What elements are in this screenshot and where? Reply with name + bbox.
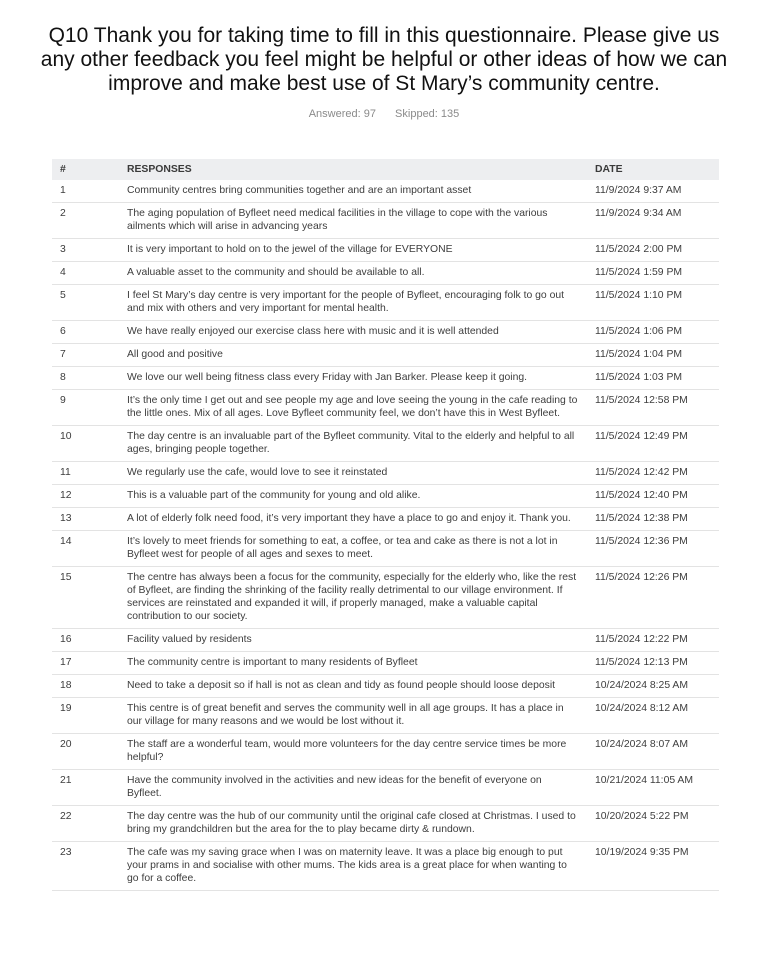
response-stats: [0, 108, 768, 120]
response-text: We have really enjoyed our exercise class here with music and it is well attended: [119, 321, 587, 344]
response-text: This centre is of great benefit and serves the community well in all age groups. It has a place in our village for many reasons and we would be lost without it.: [119, 698, 587, 734]
table-row: [52, 770, 719, 806]
table-row: [52, 462, 719, 485]
table-row: [52, 698, 719, 734]
skipped-count: Skipped: 135: [395, 108, 460, 120]
table-row: [52, 262, 719, 285]
response-date: 10/24/2024 8:25 AM: [587, 675, 719, 698]
response-date: 11/9/2024 9:34 AM: [587, 203, 719, 239]
row-number: 1: [52, 180, 119, 203]
table-row: [52, 321, 719, 344]
table-row: [52, 567, 719, 629]
response-date: 10/24/2024 8:07 AM: [587, 734, 719, 770]
response-date: 11/5/2024 12:13 PM: [587, 652, 719, 675]
response-date: 11/5/2024 1:04 PM: [587, 344, 719, 367]
response-text: It’s the only time I get out and see people my age and love seeing the young in the cafe reading to the little ones. Mix of all ages. Love Byfleet community feel, we don’t have this in West Byfleet.: [119, 390, 587, 426]
table-header-row: [52, 159, 719, 180]
header-date: DATE: [587, 159, 719, 180]
response-text: The centre has always been a focus for the community, especially for the elderly who, like the rest of Byfleet, are finding the shrinking of the facility really detrimental to our village environment. If services are reinstated and expanded it will, if properly managed, make a valuable capital contribution to our society.: [119, 567, 587, 629]
response-date: 11/5/2024 2:00 PM: [587, 239, 719, 262]
response-text: We regularly use the cafe, would love to see it reinstated: [119, 462, 587, 485]
table-row: [52, 531, 719, 567]
answered-count: Answered: 97: [308, 108, 376, 120]
row-number: 5: [52, 285, 119, 321]
row-number: 10: [52, 426, 119, 462]
response-date: 11/5/2024 12:26 PM: [587, 567, 719, 629]
table-row: [52, 180, 719, 203]
row-number: 8: [52, 367, 119, 390]
row-number: 12: [52, 485, 119, 508]
response-date: 11/5/2024 12:42 PM: [587, 462, 719, 485]
response-text: The day centre was the hub of our community until the original cafe closed at Christmas. I used to bring my grandchildren but the area for the to play became dirty & rundown.: [119, 806, 587, 842]
response-text: All good and positive: [119, 344, 587, 367]
table-row: [52, 344, 719, 367]
response-date: 11/9/2024 9:37 AM: [587, 180, 719, 203]
response-text: The aging population of Byfleet need medical facilities in the village to cope with the various ailments which will arise in advancing years: [119, 203, 587, 239]
row-number: 23: [52, 842, 119, 891]
response-date: 11/5/2024 12:58 PM: [587, 390, 719, 426]
response-date: 11/5/2024 1:03 PM: [587, 367, 719, 390]
row-number: 6: [52, 321, 119, 344]
table-row: [52, 629, 719, 652]
row-number: 3: [52, 239, 119, 262]
table-row: [52, 367, 719, 390]
response-date: 11/5/2024 12:40 PM: [587, 485, 719, 508]
table-row: [52, 652, 719, 675]
row-number: 21: [52, 770, 119, 806]
table-row: [52, 842, 719, 891]
response-text: Community centres bring communities together and are an important asset: [119, 180, 587, 203]
table-row: [52, 508, 719, 531]
response-date: 10/20/2024 5:22 PM: [587, 806, 719, 842]
row-number: 13: [52, 508, 119, 531]
response-text: The staff are a wonderful team, would more volunteers for the day centre service times be more helpful?: [119, 734, 587, 770]
table-body: [52, 180, 719, 891]
row-number: 22: [52, 806, 119, 842]
table-row: [52, 426, 719, 462]
response-date: 11/5/2024 1:06 PM: [587, 321, 719, 344]
header-number: #: [52, 159, 119, 180]
header-responses: RESPONSES: [119, 159, 587, 180]
response-text: Need to take a deposit so if hall is not as clean and tidy as found people should loose deposit: [119, 675, 587, 698]
row-number: 4: [52, 262, 119, 285]
response-date: 11/5/2024 12:49 PM: [587, 426, 719, 462]
response-text: This is a valuable part of the community for young and old alike.: [119, 485, 587, 508]
table-row: [52, 675, 719, 698]
table-row: [52, 734, 719, 770]
response-text: Facility valued by residents: [119, 629, 587, 652]
table-row: [52, 485, 719, 508]
response-date: 11/5/2024 12:38 PM: [587, 508, 719, 531]
question-title: Q10 Thank you for taking time to fill in this questionnaire. Please give us any other feedback you feel might be helpful or other ideas of how we can improve and make best use of St Mary’s community centre.: [40, 24, 728, 95]
response-text: It is very important to hold on to the jewel of the village for EVERYONE: [119, 239, 587, 262]
table-row: [52, 390, 719, 426]
response-date: 10/21/2024 11:05 AM: [587, 770, 719, 806]
table-row: [52, 203, 719, 239]
row-number: 17: [52, 652, 119, 675]
row-number: 14: [52, 531, 119, 567]
row-number: 18: [52, 675, 119, 698]
response-date: 10/24/2024 8:12 AM: [587, 698, 719, 734]
row-number: 20: [52, 734, 119, 770]
table-row: [52, 239, 719, 262]
row-number: 9: [52, 390, 119, 426]
row-number: 19: [52, 698, 119, 734]
response-date: 11/5/2024 12:22 PM: [587, 629, 719, 652]
row-number: 15: [52, 567, 119, 629]
row-number: 16: [52, 629, 119, 652]
response-text: It’s lovely to meet friends for something to eat, a coffee, or tea and cake as there is not a lot in Byfleet west for people of all ages and sexes to meet.: [119, 531, 587, 567]
response-date: 10/19/2024 9:35 PM: [587, 842, 719, 891]
table-row: [52, 806, 719, 842]
response-text: A lot of elderly folk need food, it’s very important they have a place to go and enjoy it. Thank you.: [119, 508, 587, 531]
response-date: 11/5/2024 12:36 PM: [587, 531, 719, 567]
row-number: 7: [52, 344, 119, 367]
response-text: I feel St Mary’s day centre is very important for the people of Byfleet, encouraging folk to go out and mix with others and very important for mental health.: [119, 285, 587, 321]
response-text: The day centre is an invaluable part of the Byfleet community. Vital to the elderly and helpful to all ages, bringing people together.: [119, 426, 587, 462]
response-date: 11/5/2024 1:10 PM: [587, 285, 719, 321]
response-date: 11/5/2024 1:59 PM: [587, 262, 719, 285]
table-row: [52, 285, 719, 321]
response-text: A valuable asset to the community and should be available to all.: [119, 262, 587, 285]
response-text: Have the community involved in the activities and new ideas for the benefit of everyone on Byfleet.: [119, 770, 587, 806]
responses-table: [52, 159, 719, 891]
row-number: 11: [52, 462, 119, 485]
row-number: 2: [52, 203, 119, 239]
response-text: The cafe was my saving grace when I was on maternity leave. It was a place big enough to put your prams in and socialise with other mums. The kids area is a great place for when wanting to go for a coffee.: [119, 842, 587, 891]
response-text: The community centre is important to many residents of Byfleet: [119, 652, 587, 675]
response-text: We love our well being fitness class every Friday with Jan Barker. Please keep it going.: [119, 367, 587, 390]
